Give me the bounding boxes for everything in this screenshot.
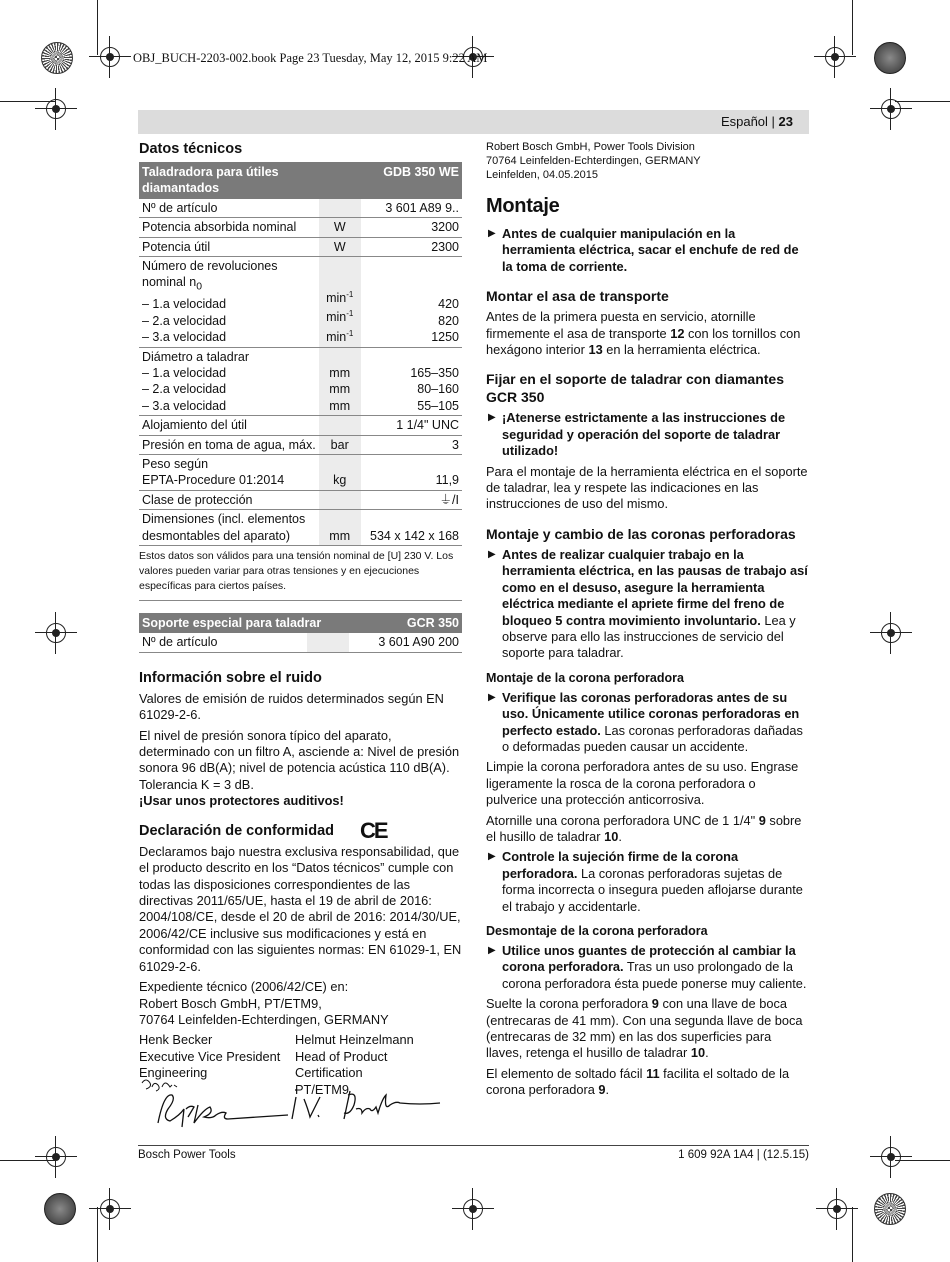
speed-unit bbox=[322, 287, 358, 307]
bullet-text: Lea y observe para ello las instrucciones de servicio del soporte para taladrar. bbox=[502, 612, 796, 661]
table-header-model: GDB 350 WE bbox=[361, 162, 462, 199]
book-slug-line: OBJ_BUCH-2203-002.book Page 23 Tuesday, May 12, 2015 9:22 AM bbox=[133, 51, 488, 65]
row-unit bbox=[319, 347, 361, 416]
safety-bullet bbox=[486, 943, 809, 992]
paragraph: Limpie la corona perforadora antes de su uso. Engrase ligeramente la rosca de la corona perforadora o pulverice una protección anticorrosiva. bbox=[486, 759, 799, 808]
text-run: Atornille una corona perforadora UNC de 1 1/4" bbox=[486, 812, 759, 828]
row-value bbox=[361, 347, 462, 416]
trim-mark bbox=[852, 0, 853, 55]
page-header-text: Español | 23 bbox=[720, 114, 793, 129]
table-row bbox=[139, 435, 462, 454]
speed-2-label: – 2.a velocidad bbox=[142, 313, 227, 328]
speed-1-value: 420 bbox=[438, 297, 459, 312]
drill-unit: mm bbox=[329, 365, 351, 380]
row-value: 2300 bbox=[361, 237, 462, 256]
row-value: 1 1/4" UNC bbox=[361, 416, 462, 435]
row-unit: bar bbox=[319, 435, 361, 454]
header-page-number: 23 bbox=[778, 114, 793, 129]
table-row bbox=[139, 633, 462, 652]
fijar-paragraph: Para el montaje de la herramienta eléctrica en el soporte de taladrar, lea y respete las indicaciones en las instrucciones de uso del mismo. bbox=[486, 463, 808, 512]
unit-base: min bbox=[326, 310, 347, 325]
tech-data-table bbox=[139, 162, 462, 546]
safety-bullet bbox=[486, 410, 809, 459]
subsection-title: Montaje de la corona perforadora bbox=[486, 670, 684, 685]
ce-mark-icon: CE bbox=[360, 817, 387, 843]
table-header-model: GCR 350 bbox=[349, 613, 462, 633]
bullet-text: La coronas perforadoras sujetas de forma incorrecta o insegura pueden aflojarse durante el trabajo y accidentarle. bbox=[502, 865, 803, 914]
speed-unit bbox=[322, 326, 358, 346]
speed-3-label: – 3.a velocidad bbox=[142, 330, 227, 345]
right-column bbox=[486, 140, 809, 1103]
table-header-label: Taladradora para útiles diamantados bbox=[139, 162, 361, 199]
bullet-arrow-icon: ▶ bbox=[488, 412, 496, 424]
row-value: 11,9 bbox=[361, 455, 462, 491]
drill-2-label: – 2.a velocidad bbox=[142, 382, 227, 397]
row-unit bbox=[319, 199, 361, 218]
paragraph bbox=[486, 1066, 809, 1099]
row-label bbox=[139, 347, 319, 416]
registration-mark-icon bbox=[41, 94, 71, 124]
unit-base: min bbox=[326, 330, 347, 345]
part-number: 12 bbox=[670, 325, 685, 341]
tech-data-title: Datos técnicos bbox=[139, 141, 243, 157]
row-label: Potencia útil bbox=[139, 237, 319, 256]
trim-mark bbox=[852, 1207, 853, 1262]
drill-2-value: 80–160 bbox=[417, 382, 459, 397]
bullet-text: ¡Atenerse estrictamente a las instrucciones de seguridad y operación del soporte de taladrar utilizado! bbox=[502, 410, 786, 459]
safety-bullet bbox=[486, 226, 809, 275]
registration-mark-icon bbox=[41, 618, 71, 648]
footer-doc-number: 1 609 92A 1A4 | (12.5.15) bbox=[678, 1149, 809, 1161]
row-value: 3 bbox=[361, 435, 462, 454]
section-title: Montar el asa de transporte bbox=[486, 288, 669, 305]
speed-1-label: – 1.a velocidad bbox=[142, 297, 227, 312]
registration-mark-icon bbox=[876, 618, 906, 648]
handwritten-signatures bbox=[138, 1075, 448, 1133]
subsection-title: Desmontaje de la corona perforadora bbox=[486, 924, 708, 938]
row-value: 3 601 A89 9.. bbox=[361, 199, 462, 218]
table-row bbox=[139, 199, 462, 218]
safety-bullet bbox=[486, 849, 809, 915]
table-header-row bbox=[139, 162, 462, 199]
text-run: El elemento de soltado fácil bbox=[486, 1065, 647, 1081]
part-number: 10 bbox=[604, 828, 619, 844]
table-header-label: Soporte especial para taladrar bbox=[139, 613, 349, 633]
drill-1-label: – 1.a velocidad bbox=[142, 365, 227, 380]
registration-mark-icon bbox=[822, 1194, 852, 1224]
row-unit: W bbox=[319, 237, 361, 256]
speed-label: Número de revoluciones nominal n bbox=[142, 259, 278, 290]
table-row bbox=[139, 510, 462, 546]
registration-disc-icon bbox=[44, 1193, 76, 1225]
table-row bbox=[139, 237, 462, 256]
registration-disc-icon bbox=[41, 42, 73, 74]
bullet-text: Las coronas perforadoras dañadas o deformadas pueden causar un accidente. bbox=[502, 722, 803, 754]
safety-bullet bbox=[486, 547, 809, 662]
footer-rule bbox=[138, 1145, 809, 1146]
bullet-text-bold: Utilice unos guantes de protección al cambiar la corona perforadora. bbox=[502, 943, 796, 975]
technical-file-line: 70764 Leinfelden-Echterdingen, GERMANY bbox=[139, 1011, 389, 1027]
company-address bbox=[486, 140, 809, 182]
registration-mark-icon bbox=[458, 1194, 488, 1224]
conformity-title bbox=[139, 817, 462, 843]
row-label bbox=[139, 510, 319, 546]
bullet-text: Antes de cualquier manipulación en la herramienta eléctrica, sacar el enchufe de red de la toma de corriente. bbox=[502, 226, 799, 274]
footer-brand: Bosch Power Tools bbox=[138, 1149, 236, 1161]
signatory-name: Henk Becker bbox=[139, 1032, 213, 1048]
speed-3-value: 1250 bbox=[431, 330, 459, 345]
drill-1-value: 165–350 bbox=[410, 365, 459, 380]
address-line: Robert Bosch GmbH, Power Tools Division bbox=[486, 141, 695, 153]
weight-label-line: Peso según bbox=[142, 457, 209, 471]
signatory-title: Executive Vice President bbox=[139, 1048, 281, 1064]
row-unit bbox=[307, 633, 349, 652]
row-label bbox=[139, 455, 319, 491]
table-row bbox=[139, 347, 462, 416]
row-value: 3200 bbox=[361, 218, 462, 237]
row-unit bbox=[319, 416, 361, 435]
part-number: 10 bbox=[690, 1045, 706, 1061]
row-label: Potencia absorbida nominal bbox=[139, 218, 319, 237]
technical-file-line: Expediente técnico (2006/42/CE) en: bbox=[139, 979, 349, 995]
registration-disc-icon bbox=[874, 1193, 906, 1225]
unit-exp: -1 bbox=[346, 309, 354, 319]
signatory-title: Engineering bbox=[139, 1065, 208, 1081]
conformity-title-text: Declaración de conformidad bbox=[139, 822, 334, 839]
table-row bbox=[139, 218, 462, 237]
row-value: 3 601 A90 200 bbox=[349, 633, 462, 652]
unit-base: min bbox=[326, 291, 347, 306]
voltage-note: Estos datos son válidos para una tensión nominal de [U] 230 V. Los valores pueden variar para otras tensiones y en ejecuciones específicas para ciertos países. bbox=[139, 546, 462, 601]
technical-file-line: Robert Bosch GmbH, PT/ETM9, bbox=[139, 995, 322, 1011]
row-value bbox=[361, 257, 462, 348]
table-row bbox=[139, 257, 462, 348]
part-number: 9 bbox=[598, 1082, 606, 1098]
noise-warning: ¡Usar unos protectores auditivos! bbox=[139, 793, 344, 809]
text-run: Antes de la primera puesta en servicio, atornille firmemente el asa de transporte bbox=[486, 309, 756, 341]
signatory-title: PT/ETM9 bbox=[295, 1081, 350, 1097]
bullet-text-bold: Antes de realizar cualquier trabajo en la herramienta eléctrica, en las pausas de trabajo así como en el desuso, asegure la herramienta eléctrica mediante el apriete firme del freno de bloqueo 5 contra movimiento involuntario. bbox=[502, 546, 808, 628]
text-run: sobre el husillo de taladrar bbox=[486, 812, 802, 844]
montaje-title: Montaje bbox=[486, 195, 560, 217]
text-run: facilita el soltado de la corona perforadora bbox=[486, 1065, 790, 1098]
paragraph bbox=[486, 996, 809, 1062]
weight-label-line: EPTA-Procedure 01:2014 bbox=[142, 473, 285, 488]
drill-unit: mm bbox=[329, 382, 351, 397]
text-run: con los tornillos con hexágono interior bbox=[486, 325, 801, 358]
paragraph bbox=[486, 813, 809, 846]
registration-mark-icon bbox=[41, 1142, 71, 1172]
section-title: Montaje y cambio de las coronas perforadoras bbox=[486, 525, 796, 542]
dim-label-line: Dimensiones (incl. elementos bbox=[142, 512, 306, 527]
technical-file bbox=[139, 979, 462, 1028]
row-label bbox=[139, 257, 319, 348]
part-number: 9 bbox=[758, 812, 766, 828]
bullet-text: Tras un uso prolongado de la corona perforadora ésta puede ponerse muy caliente. bbox=[502, 959, 807, 991]
header-language: Español bbox=[720, 114, 768, 129]
noise-paragraph: El nivel de presión sonora típico del aparato, determinado con un filtro A, asciende a: Nivel de presión sonora 96 dB(A); nivel de potencia acústica 110 dB(A). Tolerancia K = 3 dB. bbox=[139, 727, 460, 792]
bullet-arrow-icon: ▶ bbox=[488, 548, 496, 560]
table-row bbox=[139, 455, 462, 491]
protection-class-icon: ⏚/I bbox=[361, 490, 462, 509]
row-label: Nº de artículo bbox=[139, 199, 319, 218]
speed-2-value: 820 bbox=[438, 313, 459, 328]
bullet-text-bold: Controle la sujeción firme de la corona perforadora. bbox=[502, 849, 739, 881]
bullet-arrow-icon: ▶ bbox=[488, 228, 496, 239]
registration-mark-icon bbox=[876, 94, 906, 124]
left-column bbox=[139, 140, 462, 1098]
address-line: Leinfelden, 04.05.2015 bbox=[486, 169, 598, 181]
text-run: Suelte la corona perforadora bbox=[486, 996, 652, 1012]
registration-mark-icon bbox=[95, 42, 125, 72]
address-line: 70764 Leinfelden-Echterdingen, GERMANY bbox=[486, 155, 701, 167]
bullet-arrow-icon: ▶ bbox=[488, 945, 496, 956]
speed-unit bbox=[322, 306, 358, 326]
unit-exp: -1 bbox=[346, 329, 354, 338]
part-number: 9 bbox=[651, 996, 659, 1012]
row-unit: kg bbox=[319, 455, 361, 491]
table-header-row bbox=[139, 613, 462, 633]
table-row bbox=[139, 490, 462, 509]
part-number: 13 bbox=[588, 342, 603, 358]
registration-mark-icon bbox=[876, 1142, 906, 1172]
text-run: con una llave de boca (entrecaras de 41 mm). Con una segunda llave de boca (entrecaras de 32 mm) en las dos superficies para llaves, retenga el husillo de taladrar bbox=[486, 996, 803, 1061]
text-run: en la herramienta eléctrica. bbox=[602, 342, 761, 358]
section-title: Fijar en el soporte de taladrar con diamantes GCR 350 bbox=[486, 371, 784, 406]
page-header-bar bbox=[138, 110, 809, 134]
drill-3-value: 55–105 bbox=[417, 398, 459, 413]
row-unit bbox=[319, 257, 361, 348]
unit-exp: -1 bbox=[346, 289, 354, 299]
part-number: 11 bbox=[646, 1065, 660, 1081]
row-unit bbox=[319, 490, 361, 509]
text-run: . bbox=[605, 1082, 610, 1098]
text-run: . bbox=[618, 828, 622, 844]
row-value: 534 x 142 x 168 bbox=[361, 510, 462, 546]
noise-paragraph: Valores de emisión de ruidos determinados según EN 61029-2-6. bbox=[139, 690, 444, 723]
support-table bbox=[139, 613, 462, 653]
dim-label-line: desmontables del aparato) bbox=[142, 528, 291, 543]
drill-unit: mm bbox=[329, 398, 351, 413]
row-unit: W bbox=[319, 218, 361, 237]
row-label: Presión en toma de agua, máx. bbox=[139, 435, 319, 454]
registration-mark-icon bbox=[95, 1194, 125, 1224]
row-label: Clase de protección bbox=[139, 490, 319, 509]
asa-paragraph bbox=[486, 309, 809, 358]
conformity-paragraph: Declaramos bajo nuestra exclusiva responsabilidad, que el producto descrito en los “Datos técnicos” cumple con todas las disposiciones correspondientes de las directivas 2011/65/UE, hasta el 19 de abril de 2016: 2004/108/CE, desde el 20 de abril de 2016: 2014/30/UE, 2006/42/CE inclusive sus modificaciones y está en conformidad con las siguientes normas: EN 61029-1, EN 61029-2-6. bbox=[139, 843, 462, 974]
registration-mark-icon bbox=[820, 42, 850, 72]
speed-subscript: 0 bbox=[196, 281, 202, 293]
safety-bullet bbox=[486, 690, 809, 756]
row-label: Nº de artículo bbox=[139, 633, 307, 652]
drill-label: Diámetro a taladrar bbox=[142, 349, 249, 364]
signatory-name: Helmut Heinzelmann bbox=[295, 1032, 414, 1048]
row-label: Alojamiento del útil bbox=[139, 416, 319, 435]
bullet-arrow-icon: ▶ bbox=[488, 851, 496, 863]
bullet-text-bold: Verifique las coronas perforadoras antes de su uso. Únicamente utilice coronas perforadoras en perfecto estado. bbox=[502, 689, 800, 738]
noise-title: Información sobre el ruido bbox=[139, 669, 322, 686]
table-row bbox=[139, 416, 462, 435]
bullet-arrow-icon: ▶ bbox=[488, 691, 496, 703]
row-unit: mm bbox=[319, 510, 361, 546]
text-run: . bbox=[705, 1045, 709, 1061]
registration-disc-icon bbox=[874, 42, 906, 74]
signatory-title: Head of Product Certification bbox=[295, 1048, 388, 1081]
drill-3-label: – 3.a velocidad bbox=[142, 398, 227, 413]
